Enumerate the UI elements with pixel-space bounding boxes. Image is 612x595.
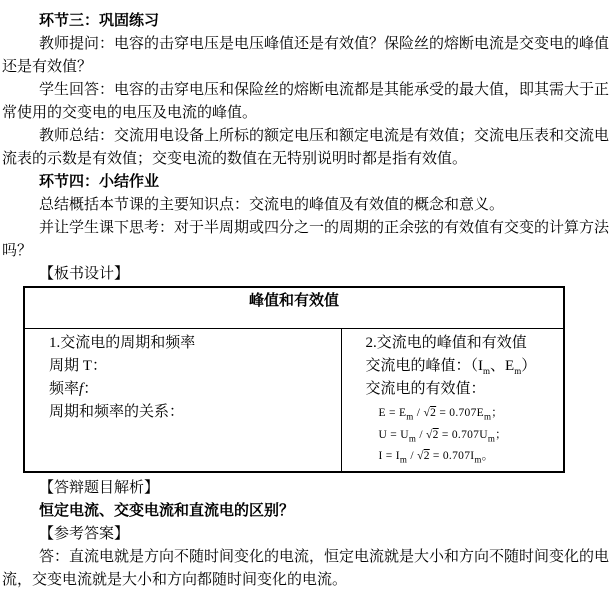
board-line bbox=[379, 446, 564, 468]
text-segment: ： bbox=[91, 358, 107, 374]
board-left-cell bbox=[24, 329, 341, 473]
homework-question-paragraph: 并让学生课下思考：对于半周期或四分之一的周期的正余弦的有效值有交变的计算方法吗？ bbox=[2, 220, 610, 259]
text-segment: = 0.707E bbox=[436, 407, 484, 419]
text-segment: 2 bbox=[430, 407, 437, 419]
board-line bbox=[379, 425, 564, 447]
period-frequency-notes bbox=[49, 332, 341, 424]
text-segment: 2 bbox=[432, 428, 439, 441]
text-segment: m bbox=[487, 432, 496, 443]
board-line bbox=[379, 403, 564, 425]
text-segment: 。 bbox=[481, 450, 494, 462]
teacher-summary-paragraph: 教师总结：交流用电设备上所标的额定电压和额定电流是有效值；交流电压表和交流电流表的示数是有效值；交变电流的数值在无特别说明时都是指有效值。 bbox=[2, 128, 610, 167]
text-segment: m bbox=[514, 366, 522, 376]
text-segment: ： bbox=[83, 381, 99, 397]
text-segment: m bbox=[406, 411, 414, 422]
lesson-summary-paragraph: 总结概括本节课的主要知识点：交流电的峰值及有效值的概念和意义。 bbox=[39, 197, 505, 213]
text-segment: 1.交流电的周期和频率 bbox=[49, 335, 196, 351]
rms-formulas bbox=[366, 403, 564, 468]
text-segment: m bbox=[483, 366, 491, 376]
defense-question: 恒定电流、交变电流和直流电的区别？ bbox=[39, 503, 295, 519]
text-segment: / √ bbox=[407, 450, 424, 462]
board-line bbox=[49, 401, 341, 424]
defense-analysis-label: 【答辩题目解析】 bbox=[39, 480, 160, 496]
text-segment: 周期和频率的关系： bbox=[49, 404, 185, 420]
text-segment: m bbox=[408, 432, 417, 443]
text-segment: ； bbox=[495, 428, 507, 441]
text-segment: I bbox=[478, 358, 484, 374]
text-segment: U = U bbox=[378, 428, 409, 441]
text-segment: 交流电的有效值： bbox=[365, 381, 486, 397]
text-segment: 周期 bbox=[49, 358, 80, 374]
board-right-cell bbox=[341, 329, 564, 473]
text-segment: ； bbox=[491, 407, 504, 419]
peak-rms-notes bbox=[366, 332, 564, 401]
board-line bbox=[366, 378, 564, 401]
teacher-question-paragraph: 教师提问：电容的击穿电压是电压峰值还是有效值？保险丝的熔断电流是交变电的峰值还是有效值？ bbox=[2, 36, 610, 75]
board-title: 峰值和有效值 bbox=[24, 287, 564, 329]
text-segment: T bbox=[79, 358, 92, 374]
text-segment: 、 bbox=[490, 358, 506, 374]
board-line bbox=[49, 332, 341, 355]
board-line bbox=[49, 355, 341, 378]
text-segment: 2 bbox=[423, 450, 430, 462]
text-segment: = 0.707U bbox=[438, 428, 488, 441]
text-segment: 2.交流电的峰值和有效值 bbox=[365, 335, 527, 351]
text-segment: f bbox=[79, 381, 84, 397]
reference-answer-label: 【参考答案】 bbox=[39, 526, 130, 542]
text-segment: / √ bbox=[416, 428, 433, 441]
text-segment: 交流电的峰值：（ bbox=[365, 358, 479, 374]
board-design-label: 【板书设计】 bbox=[39, 266, 130, 282]
board-line bbox=[366, 332, 564, 355]
section-heading-part4: 环节四：小结作业 bbox=[39, 174, 160, 190]
text-segment: I = I bbox=[378, 450, 400, 462]
text-segment: m bbox=[474, 454, 482, 465]
text-segment: / √ bbox=[413, 407, 431, 419]
text-segment: m bbox=[483, 411, 492, 422]
text-segment: = 0.707I bbox=[429, 450, 475, 462]
text-segment: ） bbox=[521, 358, 537, 374]
student-answer-paragraph: 学生回答：电容的击穿电压和保险丝的熔断电流都是其能承受的最大值，即其需大于正常使用的交变电的电压及电流的峰值。 bbox=[2, 82, 610, 121]
board-line bbox=[366, 355, 564, 378]
board-line bbox=[49, 378, 341, 401]
text-segment: E = E bbox=[378, 407, 407, 419]
text-segment: m bbox=[399, 454, 408, 465]
text-segment: E bbox=[505, 358, 515, 374]
reference-answer-text: 答：直流电就是方向不随时间变化的电流，恒定电流就是大小和方向不随时间变化的电流，交变电流就是大小和方向都随时间变化的电流。 bbox=[2, 549, 610, 588]
text-segment: 频率 bbox=[49, 381, 80, 397]
board-design-table bbox=[23, 286, 565, 473]
section-heading-part3: 环节三：巩固练习 bbox=[39, 13, 160, 29]
